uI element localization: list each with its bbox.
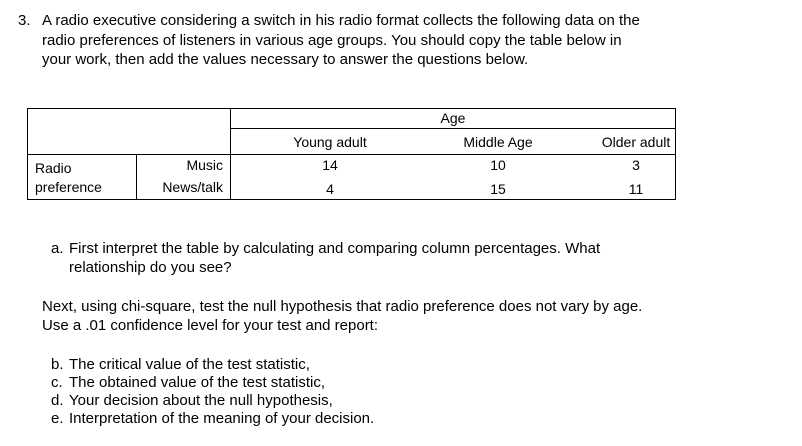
list-item-text: The obtained value of the test statistic, <box>69 374 325 391</box>
list-item-text: The critical value of the test statistic, <box>69 356 310 373</box>
list-item-marker: d. <box>51 392 64 409</box>
part-a-line-1: First interpret the table by calculating and comparing column percentages. What <box>69 240 601 257</box>
age-group-header: Age <box>440 110 466 126</box>
question-text-line-1: A radio executive considering a switch in his radio format collects the following data on the <box>42 12 640 29</box>
table-cell: 14 <box>322 157 338 173</box>
list-item <box>51 356 310 373</box>
column-header-middle-age: Middle Age <box>463 134 533 150</box>
table-cell: 4 <box>326 181 334 197</box>
column-header-young-adult: Young adult <box>293 134 367 150</box>
table-cell: 3 <box>632 157 640 173</box>
question-number: 3. <box>18 12 31 29</box>
column-header-older-adult: Older adult <box>601 134 671 150</box>
list-item-marker: b. <box>51 356 64 373</box>
next-instructions-line-1: Next, using chi-square, test the null hypothesis that radio preference does not vary by age. <box>42 298 643 315</box>
question-text-line-3: your work, then add the values necessary to answer the questions below. <box>42 51 529 68</box>
question-text-line-2: radio preferences of listeners in various age groups. You should copy the table below in <box>42 32 622 49</box>
list-item-text: Your decision about the null hypothesis, <box>69 392 333 409</box>
list-item <box>51 374 325 391</box>
list-item-text: Interpretation of the meaning of your decision. <box>69 410 375 427</box>
part-a-marker: a. <box>51 240 64 257</box>
part-a-line-2: relationship do you see? <box>69 259 232 276</box>
contingency-table <box>27 108 676 200</box>
table-cell: 15 <box>490 181 506 197</box>
list-item-marker: e. <box>51 410 64 427</box>
table-cell: 10 <box>490 157 506 173</box>
part-a <box>51 240 600 257</box>
table-rule-age <box>230 128 676 129</box>
row-label-news-talk: News/talk <box>162 179 223 195</box>
list-item <box>51 410 374 427</box>
list-item <box>51 392 333 409</box>
next-instructions-line-2: Use a .01 confidence level for your test and report: <box>42 317 379 334</box>
row-group-label-line-2: preference <box>35 179 102 195</box>
table-cell: 11 <box>628 181 644 197</box>
list-item-marker: c. <box>51 374 63 391</box>
row-label-music: Music <box>186 157 223 173</box>
row-group-label-line-1: Radio <box>35 160 72 176</box>
table-rule-header <box>28 154 675 155</box>
